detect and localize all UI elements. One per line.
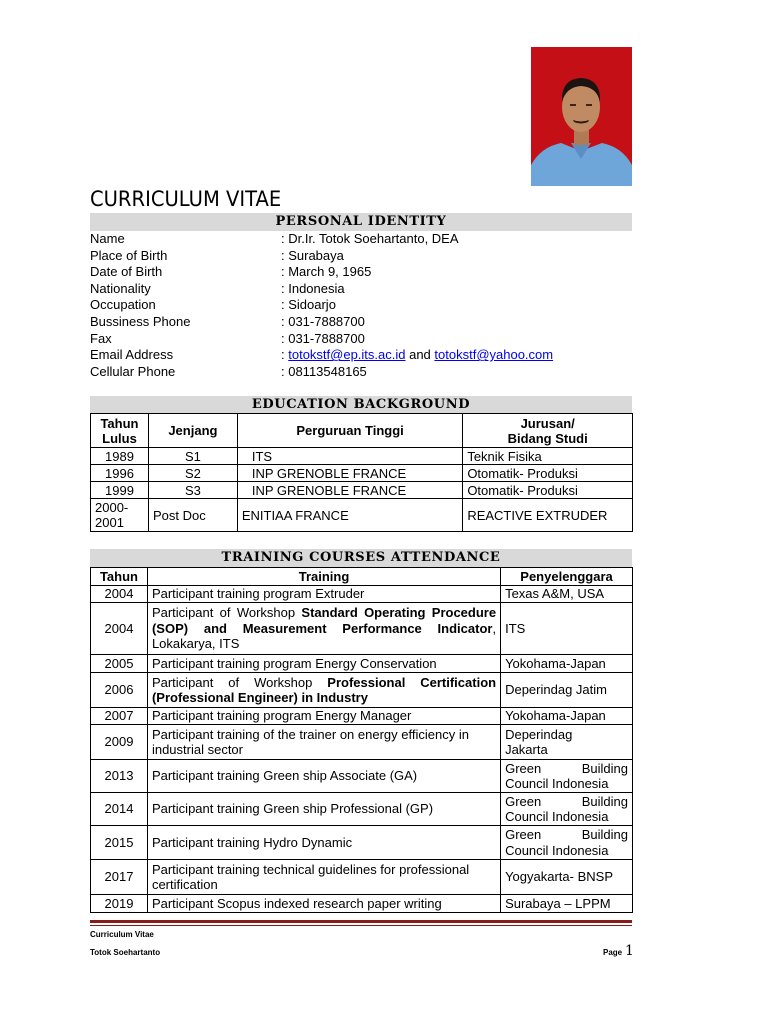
training-text: Participant training program Energy Manager	[147, 708, 500, 725]
table-row	[91, 482, 633, 499]
edu-school: ITS	[237, 448, 462, 465]
training-text: Participant Scopus indexed research paper writing	[147, 895, 500, 913]
training-year: 2007	[91, 708, 148, 725]
training-year: 2013	[91, 760, 148, 793]
pi-row-name	[90, 231, 632, 248]
edu-level: S2	[148, 465, 237, 482]
pi-label: Nationality	[90, 280, 151, 296]
table-row	[91, 793, 633, 826]
training-year: 2004	[91, 603, 148, 655]
education-table	[90, 413, 633, 532]
pi-label: Occupation	[90, 297, 156, 313]
document-title: CURRICULUM VITAE	[90, 187, 282, 211]
training-year: 2006	[91, 673, 148, 708]
table-row	[91, 465, 633, 482]
training-text: Participant training program Extruder	[147, 586, 500, 603]
table-row	[91, 655, 633, 673]
footer-page-number: 1	[625, 943, 634, 959]
training-text: Participant training of the trainer on energy efficiency in industrial sector	[147, 725, 500, 760]
pi-row-nationality	[90, 281, 632, 298]
pi-value: : Indonesia	[281, 280, 345, 296]
profile-photo	[531, 47, 632, 186]
pi-label: Place of Birth	[90, 247, 168, 263]
email-prefix: :	[281, 347, 289, 363]
training-year: 2009	[91, 725, 148, 760]
table-row	[91, 760, 633, 793]
edu-school: ENITIAA FRANCE	[237, 499, 462, 532]
email-and: and	[405, 347, 435, 363]
col-header-jurusan: Jurusan/ Bidang Studi	[463, 414, 633, 448]
pi-value: : Sidoarjo	[281, 297, 336, 313]
edu-year: 2000- 2001	[91, 499, 149, 532]
training-organizer: Deperindag Jakarta	[501, 725, 633, 760]
footer-doc-name: Curriculum Vitae	[90, 930, 154, 939]
portrait-image	[531, 47, 632, 186]
edu-school: INP GRENOBLE FRANCE	[237, 482, 462, 499]
training-text: Participant training Green ship Associate (GA)	[147, 760, 500, 793]
training-organizer: Yokohama-Japan	[501, 708, 633, 725]
pi-label: Cellular Phone	[90, 363, 176, 379]
edu-school: INP GRENOBLE FRANCE	[237, 465, 462, 482]
pi-row-email	[90, 347, 632, 364]
table-header-row	[91, 414, 633, 448]
table-row	[91, 725, 633, 760]
table-header-row	[91, 568, 633, 586]
personal-identity-list	[90, 231, 632, 380]
table-row	[91, 860, 633, 895]
pi-row-date-of-birth	[90, 264, 632, 281]
table-row	[91, 603, 633, 655]
col-header-training: Training	[147, 568, 500, 586]
training-organizer: Yogyakarta- BNSP	[501, 860, 633, 895]
training-text: Participant training Hydro Dynamic	[147, 826, 500, 860]
col-header-organizer: Penyelenggara	[501, 568, 633, 586]
training-organizer: Texas A&M, USA	[501, 586, 633, 603]
table-row	[91, 895, 633, 913]
table-row	[91, 826, 633, 860]
table-row	[91, 499, 633, 532]
edu-major: Teknik Fisika	[463, 448, 633, 465]
training-organizer: Surabaya – LPPM	[501, 895, 633, 913]
table-row	[91, 708, 633, 725]
edu-year: 1989	[91, 448, 149, 465]
training-text: Participant training program Energy Conservation	[147, 655, 500, 673]
pi-value: : 031-7888700	[281, 330, 365, 346]
training-year: 2017	[91, 860, 148, 895]
edu-major: Otomatik- Produksi	[463, 482, 633, 499]
training-table	[90, 567, 633, 913]
edu-level: S1	[148, 448, 237, 465]
training-year: 2005	[91, 655, 148, 673]
table-row	[91, 673, 633, 708]
training-year: 2015	[91, 826, 148, 860]
pi-row-cellular-phone	[90, 364, 632, 381]
email-link-yahoo[interactable]: totokstf@yahoo.com	[434, 347, 554, 363]
pi-value: : 08113548165	[281, 363, 367, 379]
pi-label: Fax	[90, 330, 112, 346]
table-row	[91, 586, 633, 603]
pi-label: Date of Birth	[90, 264, 163, 280]
training-text: Participant of Workshop Professional Certification (Professional Engineer) in Industry	[147, 673, 500, 708]
pi-value	[281, 347, 553, 364]
col-header-perguruan: Perguruan Tinggi	[237, 414, 462, 448]
training-organizer: Yokohama-Japan	[501, 655, 633, 673]
pi-row-fax	[90, 331, 632, 348]
pi-label: Email Address	[90, 347, 174, 363]
edu-level: Post Doc	[148, 499, 237, 532]
pi-row-business-phone	[90, 314, 632, 331]
edu-major: Otomatik- Produksi	[463, 465, 633, 482]
col-header-year: Tahun	[91, 568, 148, 586]
training-year: 2004	[91, 586, 148, 603]
pi-value: : March 9, 1965	[281, 264, 372, 280]
col-header-tahun: Tahun Lulus	[91, 414, 149, 448]
edu-level: S3	[148, 482, 237, 499]
training-text: Participant training Green ship Professional (GP)	[147, 793, 500, 826]
table-row	[91, 448, 633, 465]
training-organizer: Green Building Council Indonesia	[501, 760, 633, 793]
edu-major: REACTIVE EXTRUDER	[463, 499, 633, 532]
training-year: 2014	[91, 793, 148, 826]
pi-row-occupation	[90, 297, 632, 314]
training-text: Participant training technical guidelines for professional certification	[147, 860, 500, 895]
training-organizer: Green Building Council Indonesia	[501, 793, 633, 826]
training-heading: TRAINING COURSES ATTENDANCE	[90, 549, 632, 567]
edu-year: 1996	[91, 465, 149, 482]
footer-page-label: Page	[603, 948, 623, 957]
personal-identity-heading: PERSONAL IDENTITY	[90, 213, 632, 231]
footer-rule-thin	[90, 925, 632, 926]
footer-rule-thick	[90, 920, 632, 923]
training-year: 2019	[91, 895, 148, 913]
pi-value: : Dr.Ir. Totok Soehartanto, DEA	[281, 231, 459, 246]
pi-value: : 031-7888700	[281, 313, 365, 329]
training-organizer: Green Building Council Indonesia	[501, 826, 633, 860]
training-organizer: Deperindag Jatim	[501, 673, 633, 708]
pi-label: Bussiness Phone	[90, 313, 191, 329]
training-organizer: ITS	[501, 603, 633, 655]
pi-label: Name	[90, 231, 125, 246]
pi-value: : Surabaya	[281, 247, 344, 263]
col-header-jenjang: Jenjang	[148, 414, 237, 448]
training-text: Participant of Workshop Standard Operating Procedure (SOP) and Measurement Performance Indicator, Lokakarya, ITS	[147, 603, 500, 655]
email-link-its[interactable]: totokstf@ep.its.ac.id	[288, 347, 406, 363]
education-heading: EDUCATION BACKGROUND	[90, 396, 632, 414]
edu-year: 1999	[91, 482, 149, 499]
pi-row-place-of-birth	[90, 248, 632, 265]
footer-author: Totok Soehartanto	[90, 948, 161, 957]
